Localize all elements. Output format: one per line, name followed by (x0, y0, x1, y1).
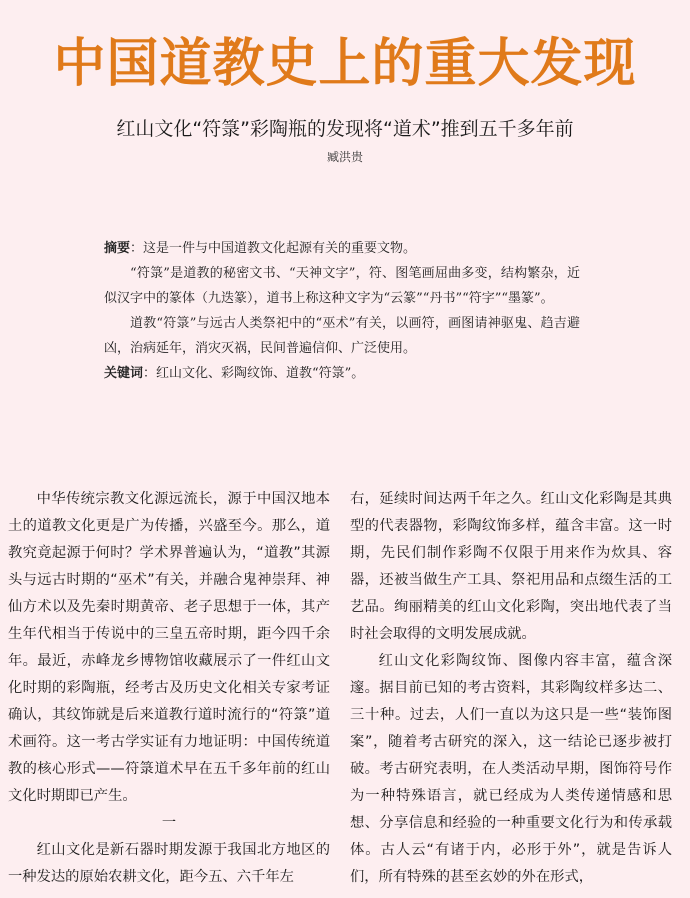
body-paragraph: 红山文化是新石器时期发源于我国北方地区的一种发达的原始农耕文化，距今五、六千年左 (8, 842, 330, 885)
abstract-text-1: ：这是一件与中国道教文化起源有关的重要文物。 (130, 241, 417, 256)
abstract-text-2: “符箓”是道教的秘密文书、“天神文字”，符、图笔画屈曲多变，结构繁杂，近似汉字中的篆体（九迭篆），道书上称这种文字为“云篆”“丹书”“符字”“墨篆”。 (104, 266, 580, 306)
right-column (350, 486, 672, 891)
abstract-label: 摘要 (104, 241, 131, 256)
keywords-label: 关键词 (104, 366, 144, 381)
abstract-intro (104, 236, 580, 261)
abstract-text-3: 道教“符箓”与远古人类祭祀中的“巫术”有关，以画符，画图请神驱鬼、趋吉避凶，治病延年，消灾灭祸，民间普遍信仰、广泛使用。 (104, 316, 580, 356)
section-number: 一 (161, 815, 177, 831)
author-name: 臧洪贵 (326, 150, 363, 164)
keywords-line (104, 361, 580, 386)
body-paragraph: 右，延续时间达两千年之久。红山文化彩陶是其典型的代表器物，彩陶纹饰多样，蕴含丰富。这一时期，先民们制作彩陶不仅限于用来作为炊具、容器，还被当做生产工具、祭祀用品和点缀生活的工艺品。绚丽精美的红山文化彩陶，突出地代表了当时社会取得的文明发展成就。 (350, 491, 672, 642)
abstract-block (104, 236, 580, 386)
keywords-text: ：红山文化、彩陶纹饰、道教“符箓”。 (143, 366, 365, 381)
body-paragraph: 红山文化彩陶纹饰、图像内容丰富，蕴含深邃。据目前已知的考古资料，其彩陶纹样多达二、三十种。过去，人们一直以为这只是一些“装饰图案”，随着考古研究的深入，这一结论已逐步被打破。考古研究表明，在人类活动早期，图饰符号作为一种特殊语言，就已经成为人类传递情感和思想、分享信息和经验的一种重要文化行为和传承载体。古人云“有诸于内，必形于外”，就是告诉人们，所有特殊的甚至玄妙的外在形式， (350, 653, 672, 885)
body-paragraph: 中华传统宗教文化源远流长，源于中国汉地本土的道教文化更是广为传播，兴盛至今。那么，道教究竟起源于何时？学术界普遍认为，“道教”其源头与远古时期的“巫术”有关，并融合鬼神崇拜、神仙方术以及先秦时期黄帝、老子思想于一体，其产生年代相当于传说中的三皇五帝时期，距今四千余年。最近，赤峰龙乡博物馆收藏展示了一件红山文化时期的彩陶瓶，经考古及历史文化相关专家考证确认，其纹饰就是后来道教行道时流行的“符箓”道术画符。这一考古学实证有力地证明：中国传统道教的核心形式——符箓道术早在五千多年前的红山文化时期即已产生。 (8, 491, 330, 804)
article-subtitle: 红山文化“符箓”彩陶瓶的发现将“道术”推到五千多年前 (116, 118, 574, 140)
article-title: 中国道教史上的重大发现 (53, 34, 637, 94)
left-column (8, 486, 330, 891)
